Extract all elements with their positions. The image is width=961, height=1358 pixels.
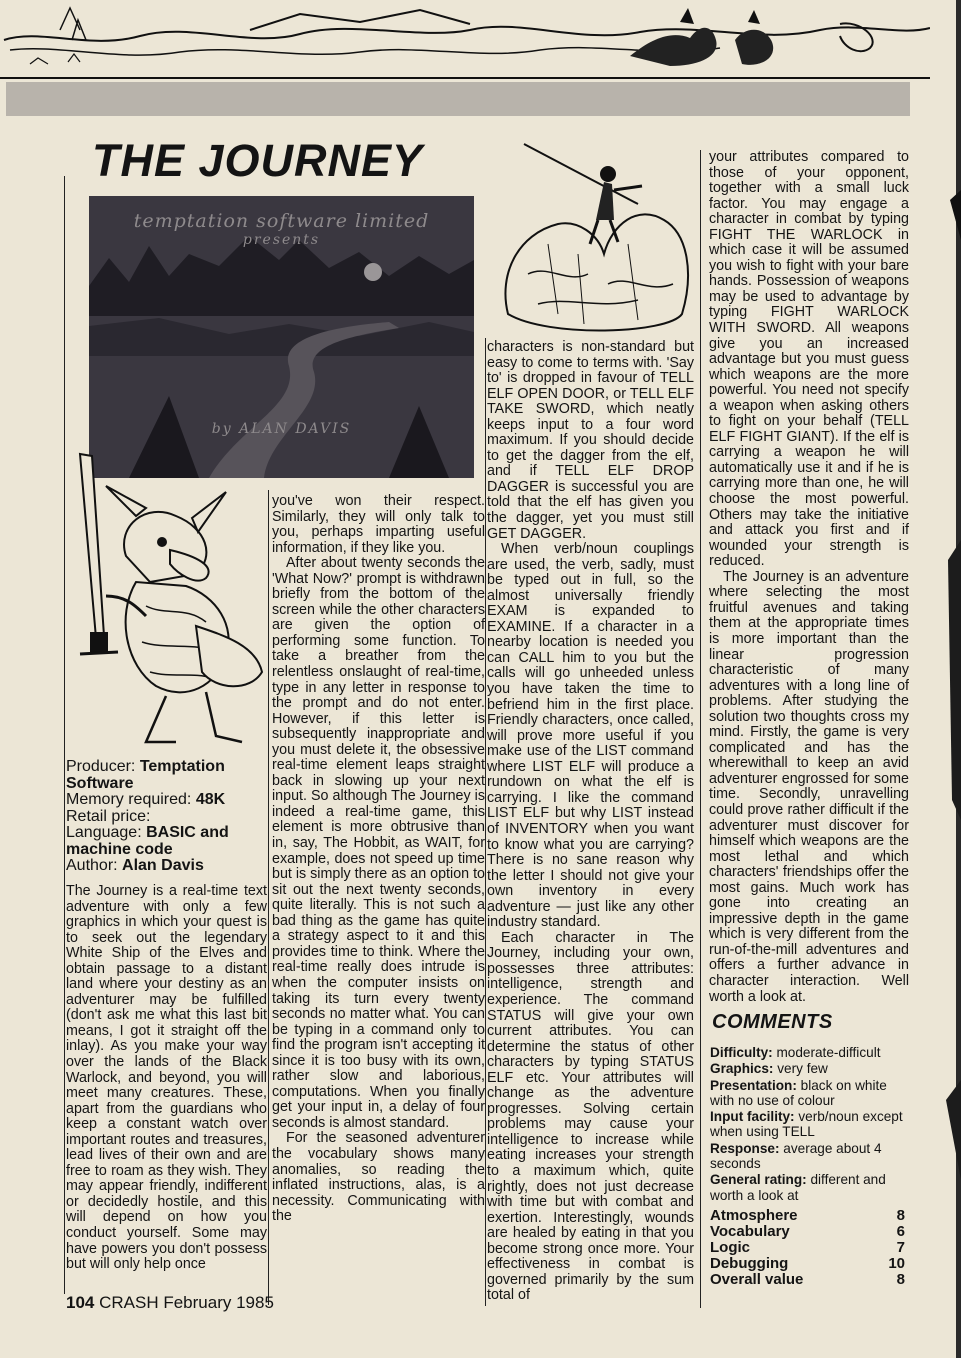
memory-label: Memory required: xyxy=(66,791,196,808)
score-label: Atmosphere xyxy=(710,1207,798,1224)
producer-value: Temptation Software xyxy=(66,758,225,792)
comment-value: average about 4 seconds xyxy=(710,1140,882,1172)
comment-label: Response: xyxy=(710,1140,784,1156)
header-band xyxy=(6,82,910,116)
comment-presentation xyxy=(710,1078,910,1109)
article-title: THE JOURNEY xyxy=(92,135,424,186)
comment-graphics xyxy=(710,1061,910,1076)
credit-language xyxy=(66,825,266,858)
comments-heading: COMMENTS xyxy=(712,1011,833,1033)
column-rule xyxy=(485,338,486,1306)
comment-value: black on white with no use of colour xyxy=(710,1077,887,1108)
credit-author xyxy=(66,858,266,875)
comment-response xyxy=(710,1141,910,1172)
credit-producer xyxy=(66,759,266,792)
article-column-3 xyxy=(487,340,694,1304)
comment-general xyxy=(710,1172,910,1203)
page-edge xyxy=(930,0,961,1358)
publication-name: CRASH February 1985 xyxy=(99,1293,274,1312)
comment-value: different and worth a look at xyxy=(710,1172,886,1203)
climber-illustration xyxy=(488,124,703,340)
score-logic xyxy=(710,1240,905,1256)
paragraph: your attributes compared to those of your opponent, together with a small luck factor. You may engage a character in combat by typing FIGHT THE WARLOCK in which case it will be assumed you wish to fight with your bare hands. Possession of weapons may be used to advantage by typing FIGHT WARLOCK WITH SWORD. All weapons give you an increased advantage but you must guess which weapons are the more powerful. You need not specify a weapon when asking others to fight on your behalf (TELL ELF FIGHT GIANT). If the elf is carrying a weapon he will automatically use it and if he is carrying more than one, he will choose the most powerful. Others may take the initiative and attack you first and if wounded your strength is reduced. xyxy=(709,149,909,570)
score-label: Logic xyxy=(710,1239,750,1256)
article-column-1 xyxy=(66,884,267,1273)
comment-label: Presentation: xyxy=(710,1077,801,1093)
paragraph: characters is non-standard but easy to come to terms with. 'Say to' is dropped in favour of TELL ELF OPEN DOOR, or TELL ELF TAKE SWORD, which neatly keeps input to a four word maximum. If you should decide to get the dagger from the elf, and if TELL ELF DROP DAGGER is successful you are told that the elf has given you the dagger, yet you must still GET DAGGER. xyxy=(487,339,694,542)
paragraph: Each character in The Journey, including your own, possesses three attributes: intelligence, strength and experience. The command STATUS will give your own current attributes. You can determine the status of other characters by typing STATUS ELF etc. Your attributes will change as the adventure progresses. Solving certain problems may cause your intelligence to increase while eating increases your strength to a maximum which, quite rightly, does not just decrease with time but with combat and exertion. Interestingly, wounds are healed by eating in that you become strong once more. Your effectiveness in combat is governed primarily by the sum total of xyxy=(487,929,694,1304)
column-rule xyxy=(64,176,65,1294)
page-number: 104 xyxy=(66,1293,95,1312)
paragraph: For the seasoned adventurer the vocabulary shows many anomalies, so reading the inflated instructions, alas, is a necessity. Communicating with the xyxy=(272,1130,485,1225)
game-screenshot xyxy=(89,196,474,478)
comment-value: very few xyxy=(777,1061,828,1077)
comment-label: Input facility: xyxy=(710,1109,799,1125)
score-overall xyxy=(710,1272,905,1288)
comment-value: verb/noun except when using TELL xyxy=(710,1109,903,1140)
comments-list xyxy=(710,1045,910,1204)
paragraph: When verb/noun couplings are used, the verb, sadly, must be typed out in full, so the almost universally friendly EXAM is expanded to EXAMINE. If a character in a nearby location is needed you can CALL him to you but the calls will go unheeded unless you have taken the time to befriend him in the first place. Friendly characters, once called, will prove more useful if you make use of the LIST command where LIST ELF will produce a rundown on what the elf is carrying. I like the command LIST ELF but why LIST instead of INVENTORY when you want to know what you are carrying? There is no sane reason why the letter I should not give your own inventory in every adventure — just like any other industry standard. xyxy=(487,541,694,931)
paragraph: After about twenty seconds the 'What Now?' prompt is withdrawn briefly from the bottom of the screen while the other characters are given the option of performing some function. To take a breather from the relentless onslaught of real-time, type in any letter in response to the prompt and do not enter. However, if this letter is subsequently inappropriate and you must delete it, the obsessive real-time element leaps straight back in slowing up your next input. So although The Journey is indeed a real-time game, this element is more obtrusive than in, say, The Hobbit, as WAIT, for example, does not speed up time but is simply there as an option to sit out the next twenty seconds, quite literally. This is not such a bad thing as the game has quite a strategy aspect to it and this provides time to think. Where the real-time really does intrude is when the computer insists on taking its turn every twenty seconds no matter what. You can be typing in a command only to find the program isn't accepting it since it is too busy with its own, rather slow and laborious, computations. When you finally get your input in, a delay of four seconds is almost standard. xyxy=(272,555,485,1131)
screenshot-presents-text: presents xyxy=(242,232,321,248)
comment-label: Difficulty: xyxy=(710,1045,777,1060)
goblin-illustration xyxy=(66,446,271,751)
comment-label: General rating: xyxy=(710,1172,811,1188)
comment-difficulty xyxy=(710,1045,910,1060)
screenshot-author-text: by ALAN DAVIS xyxy=(211,421,352,437)
price-label: Retail price: xyxy=(66,807,151,825)
language-value: BASIC and machine code xyxy=(66,824,229,858)
header-illustration xyxy=(0,0,961,80)
paragraph: you've won their respect. Similarly, they will only talk to you, perhaps imparting useful information, if they like you. xyxy=(272,493,485,556)
comment-value: moderate-difficult xyxy=(776,1045,881,1060)
score-value: 8 xyxy=(896,1271,905,1288)
author-value: Alan Davis xyxy=(122,857,204,874)
credits-block xyxy=(66,759,266,875)
score-table xyxy=(710,1208,905,1288)
score-debugging xyxy=(710,1256,905,1272)
article-column-4 xyxy=(709,150,909,1005)
score-label: Vocabulary xyxy=(710,1223,790,1240)
score-atmosphere xyxy=(710,1208,905,1224)
paragraph: The Journey is an adventure where selecting the most fruitful avenues and taking them at the appropriate times is more important than the linear progression characteristic of many adventures with a long line of problems. After studying the solution two thoughts cross my mind. Firstly, the game is very complicated and has the wherewithall to keep an avid adventurer engrossed for some time. Secondly, unravelling could prove rather difficult if the adventurer must discover for himself which weapons are the most lethal and which characters' friendships offer the most gains. Much work has gone into creating an impressive depth in the game which is very different from the run-of-the-mill adventures and offers a further advance in character interaction. Well worth a look at. xyxy=(709,568,909,1005)
score-value: 10 xyxy=(888,1255,905,1272)
language-label: Language: xyxy=(66,824,147,841)
memory-value: 48K xyxy=(195,791,226,808)
score-value: 7 xyxy=(896,1239,905,1256)
score-vocabulary xyxy=(710,1224,905,1240)
score-label: Overall value xyxy=(710,1271,804,1288)
page-footer xyxy=(66,1293,274,1313)
score-value: 6 xyxy=(896,1223,905,1240)
producer-label: Producer: xyxy=(66,758,140,775)
screenshot-publisher-text: temptation software limited xyxy=(133,210,430,232)
comment-input xyxy=(710,1109,910,1140)
credit-price xyxy=(66,809,266,826)
score-value: 8 xyxy=(896,1207,905,1224)
article-column-2 xyxy=(272,494,485,1225)
author-label: Author: xyxy=(66,857,123,874)
credit-memory xyxy=(66,792,266,809)
paragraph: The Journey is a real-time text adventure with only a few graphics in which your quest is to seek out the legendary White Ship of the Elves and obtain passage to a distant land where your destiny as an adventurer may be fulfilled (don't ask me what this last bit means, I got it straight off the inlay). As you make your way over the lands of the Black Warlock, and beyond, you will meet many creatures. These, apart from the guardians who keep a constant watch over important routes and treasures, lead lives of their own and are free to roam as they wish. They may appear friendly, indifferent or decidedly hostile, and this will depend on how you conduct yourself. Some may have powers you don't possess but will only help once xyxy=(66,883,267,1273)
comment-label: Graphics: xyxy=(710,1061,778,1077)
score-label: Debugging xyxy=(710,1255,789,1272)
